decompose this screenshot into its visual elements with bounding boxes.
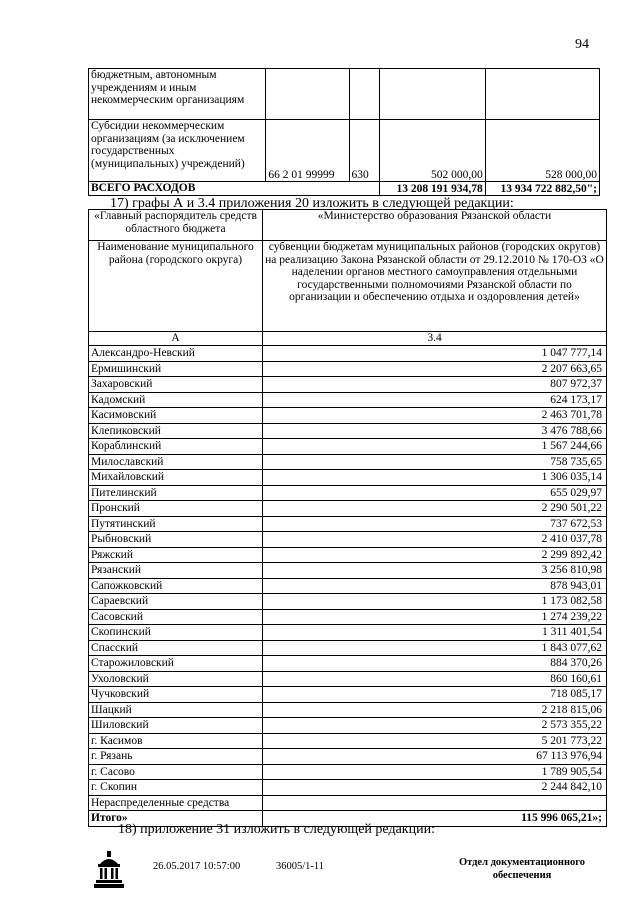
district-name: Скопинский (89, 625, 263, 641)
district-name: Захаровский (89, 377, 263, 393)
table-row (89, 578, 607, 594)
district-name: г. Касимов (89, 733, 263, 749)
header-row (89, 241, 607, 332)
header-distributor-label: «Главный распорядитель средств областного бюджета (89, 210, 263, 241)
total-value: 115 996 065,21»; (263, 811, 607, 827)
footer-date: 26.05.2017 10:57:00 (153, 861, 241, 872)
table-row (89, 470, 607, 486)
district-name: Кораблинский (89, 439, 263, 455)
table-row (89, 671, 607, 687)
expenses-table (88, 68, 600, 196)
district-name: Ухоловский (89, 671, 263, 687)
table-row (89, 377, 607, 393)
district-value: 1 567 244,66 (263, 439, 607, 455)
row-value-2018: 528 000,00 (485, 120, 599, 182)
district-value: 624 173,17 (263, 392, 607, 408)
table-row (89, 346, 607, 362)
table-row (89, 749, 607, 765)
district-value: 737 672,53 (263, 516, 607, 532)
table-row (89, 423, 607, 439)
district-value: 3 256 810,98 (263, 563, 607, 579)
row-vr: 630 (349, 120, 379, 182)
table-row (89, 795, 607, 811)
header-district-label: Наименование муниципального района (городского округа) (89, 241, 263, 332)
district-value: 2 463 701,78 (263, 408, 607, 424)
footer-department-line1: Отдел документационного (458, 857, 586, 868)
district-name: Спасский (89, 640, 263, 656)
table-row (89, 120, 600, 182)
district-name: Кадомский (89, 392, 263, 408)
district-name: Ряжский (89, 547, 263, 563)
district-name: Михайловский (89, 470, 263, 486)
district-value: 878 943,01 (263, 578, 607, 594)
table-row (89, 454, 607, 470)
district-value: 1 274 239,22 (263, 609, 607, 625)
row-name: бюджетным, автономным учреждениям и иным некоммерческим организациям (89, 69, 266, 120)
paragraph-18: 18) приложение 31 изложить в следующей редакции: (118, 822, 435, 837)
table-row (89, 69, 600, 120)
total-label: Итого» (89, 811, 263, 827)
district-name: Путятинский (89, 516, 263, 532)
total-label: ВСЕГО РАСХОДОВ (89, 182, 380, 196)
district-value: 2 573 355,22 (263, 718, 607, 734)
district-value: 718 085,17 (263, 687, 607, 703)
table-row (89, 594, 607, 610)
district-name: г. Рязань (89, 749, 263, 765)
table-row (89, 392, 607, 408)
total-row (89, 182, 600, 196)
district-name: Милославский (89, 454, 263, 470)
header-row (89, 210, 607, 241)
district-name: Рязанский (89, 563, 263, 579)
table-row (89, 563, 607, 579)
table-row (89, 656, 607, 672)
district-value: 1 173 082,58 (263, 594, 607, 610)
table-row (89, 718, 607, 734)
district-value: 2 207 663,65 (263, 361, 607, 377)
district-value: 5 201 773,22 (263, 733, 607, 749)
table-row (89, 764, 607, 780)
duma-emblem-icon (92, 850, 126, 890)
paragraph-17: 17) графы А и 3.4 приложения 20 изложить в следующей редакции: (110, 196, 514, 211)
district-value (263, 795, 607, 811)
table-row (89, 516, 607, 532)
district-name: Пронский (89, 501, 263, 517)
district-name: Александро-Невский (89, 346, 263, 362)
district-name: Клепиковский (89, 423, 263, 439)
header-subvention-label: субвенции бюджетам муниципальных районов (городских округов) на реализацию Закона Рязанской области от 29.12.2010 № 170-ОЗ «О наделении органов местного самоуправления отдельными государственными полномочиями Рязанской области по организации и обеспечению отдыха и оздоровления детей» (263, 241, 607, 332)
district-name: г. Скопин (89, 780, 263, 796)
district-value: 1 789 905,54 (263, 764, 607, 780)
footer-department (452, 856, 592, 882)
table-row (89, 361, 607, 377)
table-row (89, 501, 607, 517)
district-value: 758 735,65 (263, 454, 607, 470)
district-name: Нераспределенные средства (89, 795, 263, 811)
row-value-2018 (485, 69, 599, 120)
district-value: 2 299 892,42 (263, 547, 607, 563)
table-row (89, 640, 607, 656)
district-value: 884 370,26 (263, 656, 607, 672)
column-label-3-4: 3.4 (263, 332, 607, 346)
district-value: 2 410 037,78 (263, 532, 607, 548)
district-value: 655 029,97 (263, 485, 607, 501)
total-value-2017: 13 208 191 934,78 (379, 182, 485, 196)
district-name: Шацкий (89, 702, 263, 718)
district-value: 2 218 815,06 (263, 702, 607, 718)
table-row (89, 439, 607, 455)
table-row (89, 702, 607, 718)
district-value: 2 244 842,10 (263, 780, 607, 796)
district-name: Чучковский (89, 687, 263, 703)
district-name: Шиловский (89, 718, 263, 734)
district-name: Сараевский (89, 594, 263, 610)
column-label-row (89, 332, 607, 346)
table-row (89, 625, 607, 641)
district-name: г. Сасово (89, 764, 263, 780)
district-name: Сапожковский (89, 578, 263, 594)
district-name: Касимовский (89, 408, 263, 424)
page-number: 94 (575, 37, 589, 52)
table-row (89, 780, 607, 796)
table-row (89, 547, 607, 563)
row-name: Субсидии некоммерческим организациям (за исключением государственных (муниципальных) учреждений) (89, 120, 266, 182)
district-value: 1 047 777,14 (263, 346, 607, 362)
district-value: 860 160,61 (263, 671, 607, 687)
row-code: 66 2 01 99999 (266, 120, 349, 182)
row-value-2017: 502 000,00 (379, 120, 485, 182)
district-name: Сасовский (89, 609, 263, 625)
district-value: 807 972,37 (263, 377, 607, 393)
table-row (89, 733, 607, 749)
district-value: 3 476 788,66 (263, 423, 607, 439)
footer-doc-number: 36005/1-11 (276, 861, 325, 872)
district-name: Старожиловский (89, 656, 263, 672)
district-name: Рыбновский (89, 532, 263, 548)
column-label-a: А (89, 332, 263, 346)
district-name: Пителинский (89, 485, 263, 501)
table-row (89, 532, 607, 548)
table-row (89, 687, 607, 703)
district-value: 1 843 077,62 (263, 640, 607, 656)
footer-department-line2: обеспечения (492, 870, 552, 881)
header-distributor-value: «Министерство образования Рязанской области (263, 210, 607, 241)
district-name: Ермишинский (89, 361, 263, 377)
table-row (89, 408, 607, 424)
district-value: 2 290 501,22 (263, 501, 607, 517)
table-row (89, 485, 607, 501)
district-value: 67 113 976,94 (263, 749, 607, 765)
total-value-2018: 13 934 722 882,50"; (485, 182, 599, 196)
subventions-table (88, 209, 607, 827)
table-row (89, 609, 607, 625)
row-code (266, 69, 349, 120)
district-value: 1 311 401,54 (263, 625, 607, 641)
district-value: 1 306 035,14 (263, 470, 607, 486)
row-value-2017 (379, 69, 485, 120)
row-vr (349, 69, 379, 120)
